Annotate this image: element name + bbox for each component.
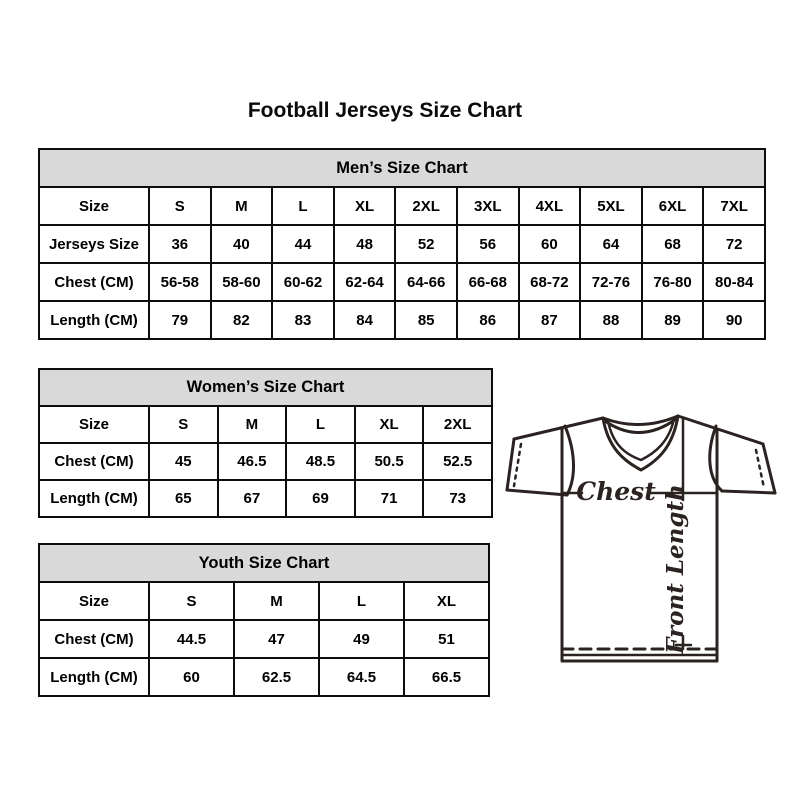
- cell-value: 79: [149, 301, 211, 339]
- cell-value: 88: [580, 301, 642, 339]
- cell-value: 60: [519, 225, 581, 263]
- table-header-row: [39, 149, 765, 187]
- cell-value: 62-64: [334, 263, 396, 301]
- cell-value: 85: [395, 301, 457, 339]
- cell-value: 64: [580, 225, 642, 263]
- cell-value: 62.5: [234, 658, 319, 696]
- cell-value: 49: [319, 620, 404, 658]
- row-label: Size: [39, 582, 149, 620]
- cell-value: 44.5: [149, 620, 234, 658]
- row-label: Length (CM): [39, 301, 149, 339]
- cell-value: 48.5: [286, 443, 355, 480]
- mens-table-title: Men’s Size Chart: [39, 149, 765, 187]
- cell-value: XL: [404, 582, 489, 620]
- cell-value: L: [286, 406, 355, 443]
- cell-value: 48: [334, 225, 396, 263]
- womens-table-title: Women’s Size Chart: [39, 369, 492, 406]
- cell-value: 64-66: [395, 263, 457, 301]
- cell-value: 68-72: [519, 263, 581, 301]
- cell-value: 51: [404, 620, 489, 658]
- cell-value: 68: [642, 225, 704, 263]
- row-label: Chest (CM): [39, 443, 149, 480]
- cell-value: 86: [457, 301, 519, 339]
- table-row: [39, 480, 492, 517]
- table-row: [39, 263, 765, 301]
- cell-value: XL: [334, 187, 396, 225]
- cell-value: 87: [519, 301, 581, 339]
- row-label: Length (CM): [39, 658, 149, 696]
- right-sleeve: [678, 416, 775, 493]
- v-neck-collar: [603, 416, 678, 470]
- cell-value: 90: [703, 301, 765, 339]
- cell-value: M: [211, 187, 273, 225]
- cell-value: 83: [272, 301, 334, 339]
- jersey-body: [562, 428, 717, 661]
- row-label: Chest (CM): [39, 620, 149, 658]
- cell-value: 47: [234, 620, 319, 658]
- cell-value: 2XL: [423, 406, 492, 443]
- chest-label: Chest: [576, 477, 656, 506]
- youth-table-title: Youth Size Chart: [39, 544, 489, 582]
- cell-value: L: [272, 187, 334, 225]
- cell-value: 52.5: [423, 443, 492, 480]
- table-row: [39, 301, 765, 339]
- table-row: [39, 225, 765, 263]
- cell-value: 44: [272, 225, 334, 263]
- cell-value: S: [149, 406, 218, 443]
- table-header-row: [39, 369, 492, 406]
- mens-size-table: [38, 148, 766, 340]
- cell-value: 69: [286, 480, 355, 517]
- cell-value: 52: [395, 225, 457, 263]
- cell-value: 84: [334, 301, 396, 339]
- cell-value: 46.5: [218, 443, 287, 480]
- row-label: Chest (CM): [39, 263, 149, 301]
- page-title: Football Jerseys Size Chart: [247, 99, 523, 122]
- cell-value: 56-58: [149, 263, 211, 301]
- cell-value: 40: [211, 225, 273, 263]
- cell-value: 71: [355, 480, 424, 517]
- cell-value: 60-62: [272, 263, 334, 301]
- front-length-label: Front Length: [662, 484, 689, 654]
- cell-value: S: [149, 187, 211, 225]
- cell-value: 66-68: [457, 263, 519, 301]
- cell-value: 2XL: [395, 187, 457, 225]
- cell-value: 76-80: [642, 263, 704, 301]
- cell-value: L: [319, 582, 404, 620]
- cell-value: 89: [642, 301, 704, 339]
- cell-value: 82: [211, 301, 273, 339]
- jersey-measurement-diagram: [502, 398, 782, 698]
- table-header-row: [39, 544, 489, 582]
- cell-value: 65: [149, 480, 218, 517]
- cell-value: 56: [457, 225, 519, 263]
- cell-value: 72: [703, 225, 765, 263]
- cell-value: 3XL: [457, 187, 519, 225]
- table-row: [39, 582, 489, 620]
- cell-value: 5XL: [580, 187, 642, 225]
- cell-value: 67: [218, 480, 287, 517]
- table-row: [39, 187, 765, 225]
- cell-value: 60: [149, 658, 234, 696]
- table-row: [39, 620, 489, 658]
- cell-value: 58-60: [211, 263, 273, 301]
- cell-value: 50.5: [355, 443, 424, 480]
- cell-value: M: [234, 582, 319, 620]
- row-label: Length (CM): [39, 480, 149, 517]
- cell-value: XL: [355, 406, 424, 443]
- cell-value: 36: [149, 225, 211, 263]
- cell-value: 66.5: [404, 658, 489, 696]
- right-cuff-stitch-line: [756, 450, 764, 488]
- cell-value: 45: [149, 443, 218, 480]
- cell-value: 73: [423, 480, 492, 517]
- table-row: [39, 443, 492, 480]
- table-row: [39, 658, 489, 696]
- cell-value: 64.5: [319, 658, 404, 696]
- left-cuff-stitch-line: [514, 444, 521, 486]
- cell-value: S: [149, 582, 234, 620]
- cell-value: 4XL: [519, 187, 581, 225]
- cell-value: 7XL: [703, 187, 765, 225]
- row-label: Size: [39, 187, 149, 225]
- table-row: [39, 406, 492, 443]
- cell-value: 80-84: [703, 263, 765, 301]
- youth-size-table: [38, 543, 490, 697]
- cell-value: 6XL: [642, 187, 704, 225]
- row-label: Jerseys Size: [39, 225, 149, 263]
- cell-value: M: [218, 406, 287, 443]
- cell-value: 72-76: [580, 263, 642, 301]
- row-label: Size: [39, 406, 149, 443]
- womens-size-table: [38, 368, 493, 518]
